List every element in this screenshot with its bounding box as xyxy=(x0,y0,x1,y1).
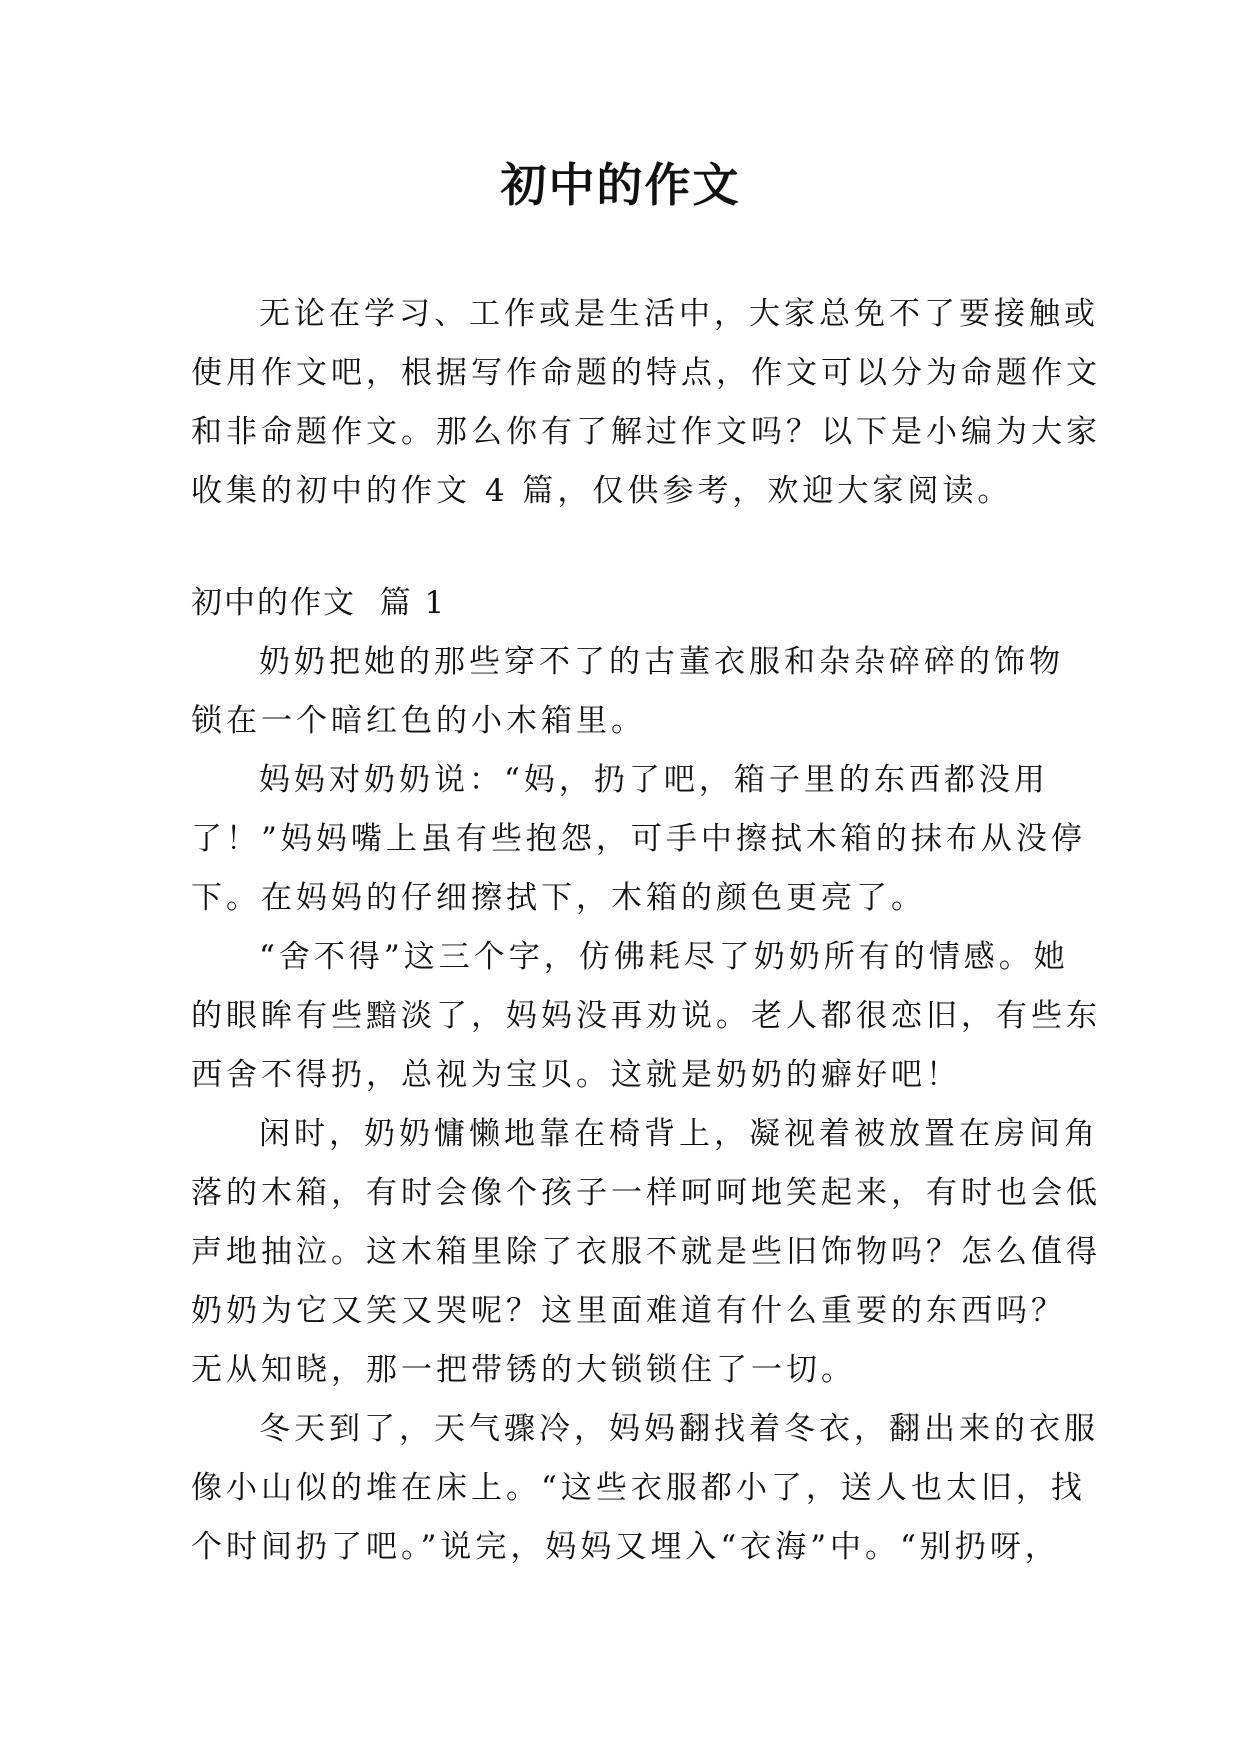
text-line: 像小山似的堆在床上。“这些衣服都小了，送人也太旧，找 xyxy=(191,1470,1086,1506)
section-heading: 初中的作文 篇 1 xyxy=(191,585,447,621)
document-title: 初中的作文 xyxy=(500,158,741,212)
text-line: 锁在一个暗红色的小木箱里。 xyxy=(191,703,646,739)
text-line: 落的木箱，有时会像个孩子一样呵呵地笑起来，有时也会低 xyxy=(191,1175,1101,1211)
text-line: “舍不得”这三个字，仿佛耗尽了奶奶所有的情感。她 xyxy=(259,939,1069,975)
text-line: 闲时，奶奶慵懒地靠在椅背上，凝视着被放置在房间角 xyxy=(259,1116,1099,1152)
text-line: 的眼眸有些黯淡了，妈妈没再劝说。老人都很恋旧，有些东 xyxy=(191,998,1101,1034)
intro-paragraph xyxy=(191,285,1101,521)
text-line: 下。在妈妈的仔细擦拭下，木箱的颜色更亮了。 xyxy=(191,880,926,916)
text-line: 奶奶把她的那些穿不了的古董衣服和杂杂碎碎的饰物 xyxy=(259,644,1064,680)
body-paragraph xyxy=(191,1105,1101,1400)
body-paragraph xyxy=(191,1400,1099,1577)
text-line: 个时间扔了吧。”说完，妈妈又埋入“衣海”中。“别扔呀， xyxy=(191,1529,1060,1565)
body-paragraph xyxy=(191,928,1101,1105)
text-line: 声地抽泣。这木箱里除了衣服不就是些旧饰物吗？怎么值得 xyxy=(191,1234,1101,1270)
text-line: 了！”妈妈嘴上虽有些抱怨，可手中擦拭木箱的抹布从没停 xyxy=(191,821,1086,857)
document-body xyxy=(191,285,1101,1577)
body-paragraph xyxy=(191,633,1064,751)
text-line: 和非命题作文。那么你有了解过作文吗？以下是小编为大家 xyxy=(191,414,1101,450)
text-line: 无从知晓，那一把带锈的大锁锁住了一切。 xyxy=(191,1352,856,1388)
text-line: 妈妈对奶奶说：“妈，扔了吧，箱子里的东西都没用 xyxy=(259,762,1049,798)
text-line: 西舍不得扔，总视为宝贝。这就是奶奶的癖好吧！ xyxy=(191,1057,961,1093)
text-line: 冬天到了，天气骤冷，妈妈翻找着冬衣，翻出来的衣服 xyxy=(259,1411,1099,1447)
text-line: 收集的初中的作文 4 篇，仅供参考，欢迎大家阅读。 xyxy=(191,473,1013,509)
text-line: 奶奶为它又笑又哭呢？这里面难道有什么重要的东西吗？ xyxy=(191,1293,1066,1329)
body-paragraph xyxy=(191,751,1086,928)
text-line: 使用作文吧，根据写作命题的特点，作文可以分为命题作文 xyxy=(191,355,1101,391)
text-line: 无论在学习、工作或是生活中，大家总免不了要接触或 xyxy=(259,296,1099,332)
